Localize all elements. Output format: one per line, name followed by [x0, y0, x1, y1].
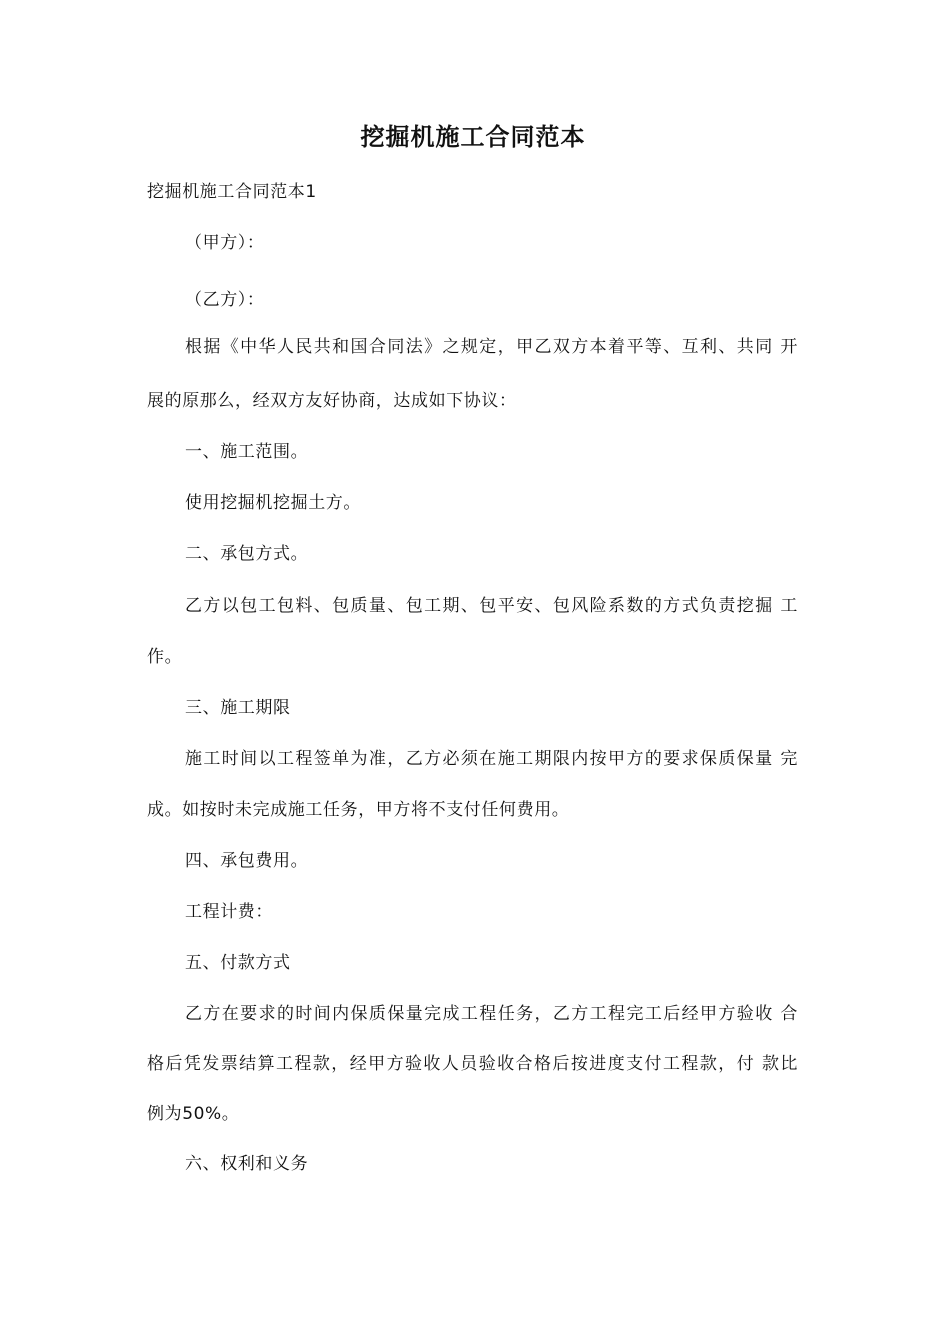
section-heading-contract-method: 二、承包方式。 — [185, 544, 309, 564]
document-title: 挖掘机施工合同范本 — [360, 123, 586, 151]
section-heading-scope: 一、施工范围。 — [185, 442, 309, 462]
section-text-contract-method: 作。 — [147, 647, 183, 667]
intro-paragraph-line: 根据《中华人民共和国合同法》之规定，甲乙双方本着平等、互利、共同 开 — [185, 337, 798, 357]
document-subtitle: 挖掘机施工合同范本1 — [147, 182, 317, 202]
party-b-label: （乙方）： — [185, 290, 265, 310]
section-heading-rights-obligations: 六、权利和义务 — [185, 1154, 309, 1174]
section-text-payment-method: 格后凭发票结算工程款，经甲方验收人员验收合格后按进度支付工程款，付 款比 — [147, 1054, 798, 1074]
party-a-label: （甲方）： — [185, 233, 265, 253]
section-text-construction-period: 施工时间以工程签单为准，乙方必须在施工期限内按甲方的要求保质保量 完 — [185, 749, 798, 769]
section-heading-contract-fee: 四、承包费用。 — [185, 851, 309, 871]
intro-paragraph-line: 展的原那么，经双方友好协商，达成如下协议： — [147, 391, 517, 411]
section-text-payment-method: 例为50%。 — [147, 1104, 240, 1124]
section-text-contract-method: 乙方以包工包料、包质量、包工期、包平安、包风险系数的方式负责挖掘 工 — [185, 596, 798, 616]
section-text-scope: 使用挖掘机挖掘土方。 — [185, 493, 361, 513]
section-text-construction-period: 成。如按时未完成施工任务，甲方将不支付任何费用。 — [147, 800, 570, 820]
section-heading-construction-period: 三、施工期限 — [185, 698, 291, 718]
section-text-payment-method: 乙方在要求的时间内保质保量完成工程任务，乙方工程完工后经甲方验收 合 — [185, 1004, 798, 1024]
section-text-contract-fee: 工程计费： — [185, 902, 273, 922]
section-heading-payment-method: 五、付款方式 — [185, 953, 291, 973]
